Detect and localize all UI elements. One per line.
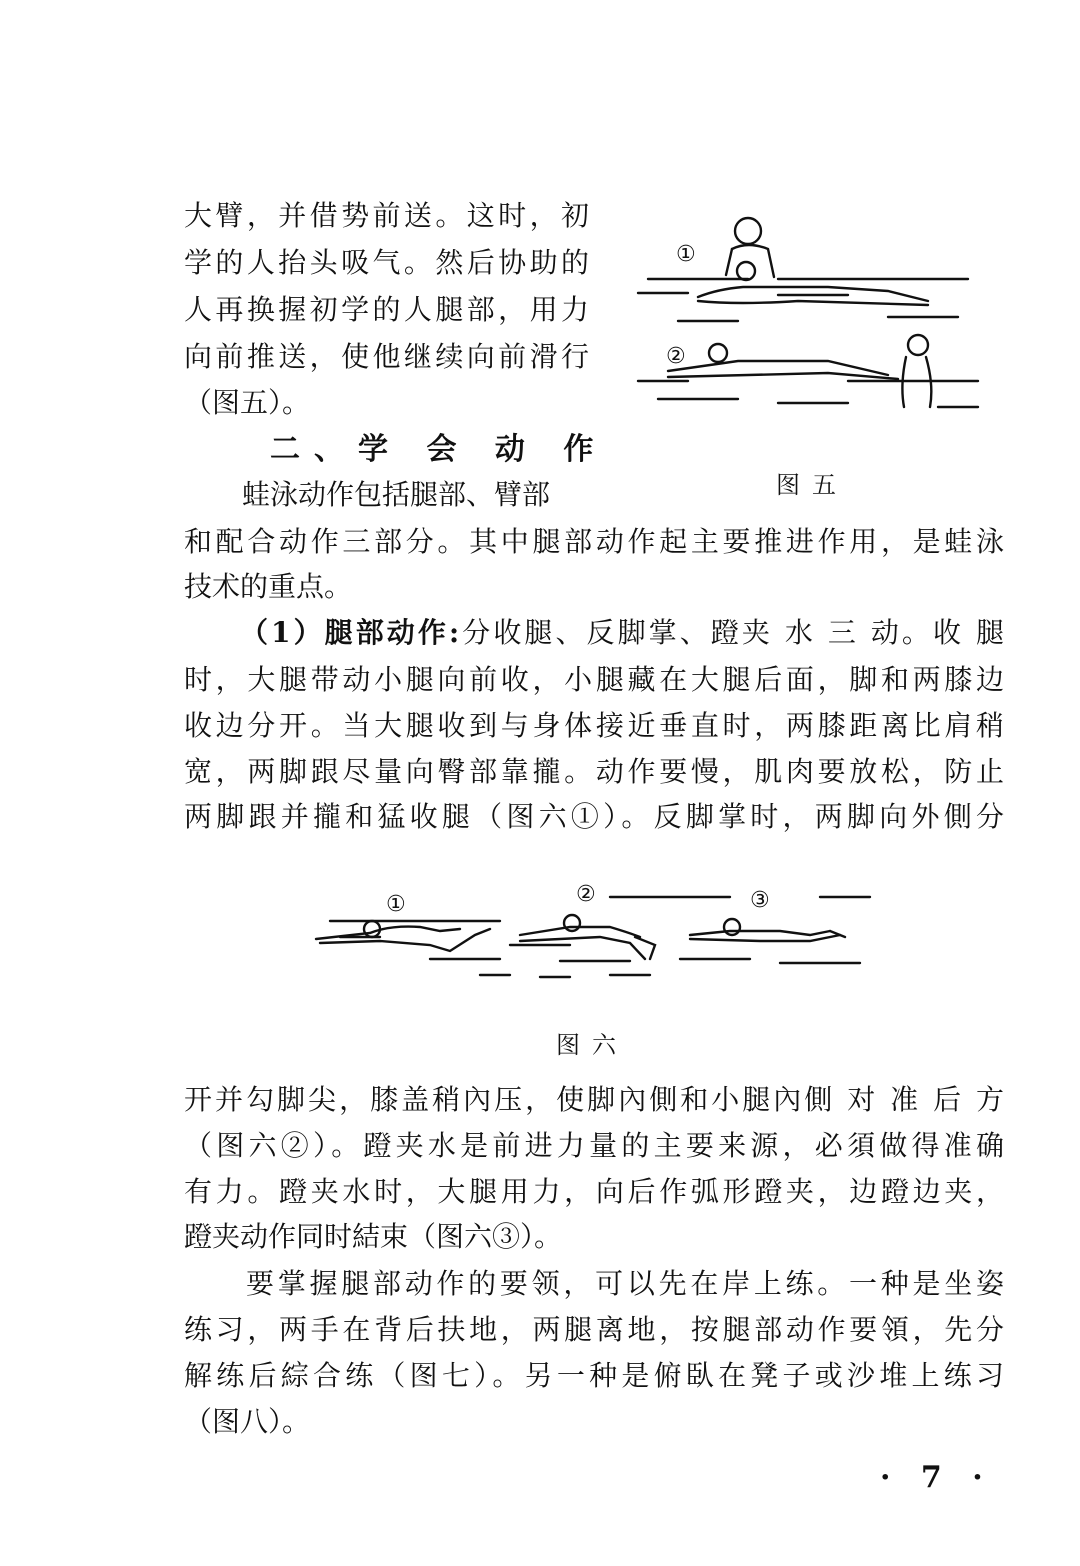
- fig6-label-2: ②: [576, 882, 596, 907]
- fig6-label-3: ③: [750, 888, 770, 913]
- leg-para-line: 两脚跟并攏和猛收腿（图六①）。反脚掌时，两脚向外側分: [184, 800, 1004, 833]
- intro-line: 和配合动作三部分。其中腿部动作起主要推进作用，是蛙泳: [184, 525, 1004, 558]
- fig6-label-1: ①: [386, 892, 406, 917]
- leg-para-label: （1）腿部动作:: [240, 616, 460, 649]
- leg-para-line: 时，大腿带动小腿向前收，小腿藏在大腿后面，脚和两膝边: [184, 663, 1004, 696]
- leg-para-line: 宽，两脚跟尽量向臀部靠攏。动作要慢，肌肉要放松，防止: [184, 755, 1004, 788]
- practice-line: （图八）。: [184, 1405, 311, 1438]
- figure-6-illustration: [310, 875, 880, 1005]
- continued-line: 开并勾脚尖，膝盖稍內压，使脚內側和小腿內側 对 准 后 方: [184, 1083, 1004, 1116]
- practice-line: 练习，两手在背后扶地，两腿离地，按腿部动作要領，先分: [184, 1313, 1004, 1346]
- text-line: 大臂，并借势前送。这时，初: [184, 199, 589, 232]
- intro-line: 技术的重点。: [184, 570, 353, 603]
- fig5-label-1: ①: [676, 242, 696, 267]
- leg-para-first-line: [240, 613, 1004, 653]
- continued-line: 蹬夹动作同时結束（图六③）。: [184, 1220, 563, 1253]
- figure-5-illustration: [628, 205, 988, 415]
- page-number: · 7 ·: [880, 1460, 993, 1495]
- practice-line: 要掌握腿部动作的要领，可以先在岸上练。一种是坐姿: [246, 1267, 1004, 1300]
- figure-6-caption: 图六: [556, 1031, 628, 1059]
- intro-line: 蛙泳动作包括腿部、臂部: [242, 478, 551, 511]
- text-line: 学的人抬头吸气。然后协助的: [184, 246, 589, 279]
- continued-line: （图六②）。蹬夹水是前进力量的主要来源，必須做得准确: [184, 1129, 1004, 1162]
- text-line: 人再换握初学的人腿部，用力: [184, 293, 589, 326]
- section-heading: 二、学 会 动 作: [270, 432, 608, 467]
- text-line: （图五）。: [184, 386, 311, 419]
- leg-para-line: 收边分开。当大腿收到与身体接近垂直时，两膝距离比肩稍: [184, 709, 1004, 742]
- fig5-label-2: ②: [666, 344, 686, 369]
- text-line: 向前推送，使他继续向前滑行: [184, 340, 589, 373]
- practice-line: 解练后綜合练（图七）。另一种是俯臥在凳子或沙堆上练习: [184, 1359, 1004, 1392]
- leg-para-first-rest: 分收腿、反脚掌、蹬夹 水 三 动。收 腿: [459, 616, 1004, 649]
- continued-line: 有力。蹬夹水时，大腿用力，向后作弧形蹬夹，边蹬边夹，: [184, 1175, 1004, 1208]
- figure-5-caption: 图五: [776, 471, 848, 499]
